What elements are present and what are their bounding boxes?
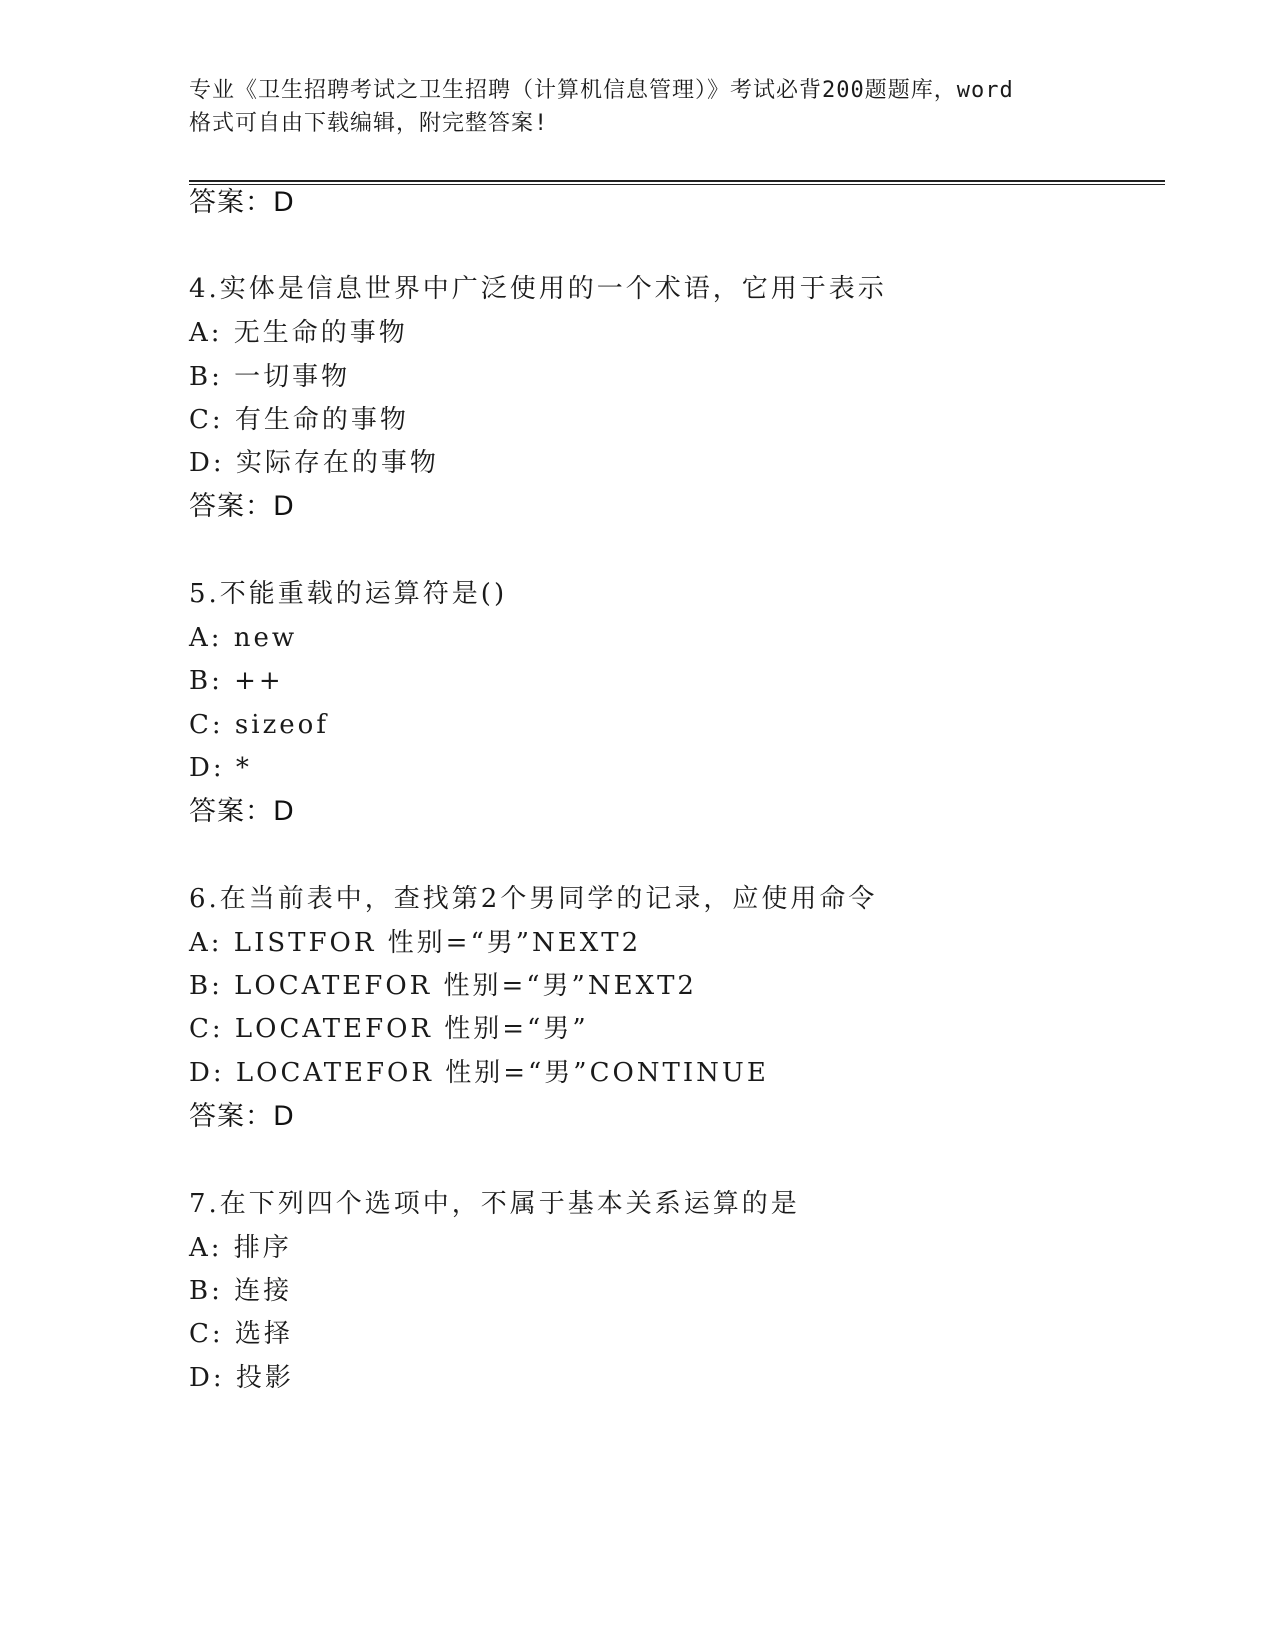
answer-label: 答案：D [189,796,295,827]
answer-label: 答案：D [189,1101,295,1132]
option-a: A: 排序 [189,1233,292,1263]
document-header [189,74,1089,140]
option-c: C: LOCATEFOR 性别=“男” [189,1014,589,1044]
option-b: B: LOCATEFOR 性别=“男”NEXT2 [189,971,697,1001]
option-b: B: 连接 [189,1276,293,1306]
answer-label: 答案：D [189,491,295,522]
option-c: C: sizeof [189,710,329,740]
option-d: D: * [189,753,252,783]
option-c: C: 选择 [189,1319,293,1349]
option-a: A: new [189,623,298,653]
question-text: 7.在下列四个选项中，不属于基本关系运算的是 [189,1189,800,1219]
header-line-1: 专业《卫生招聘考试之卫生招聘（计算机信息管理）》考试必背200题题库，word [189,78,1014,103]
option-d: D: LOCATEFOR 性别=“男”CONTINUE [189,1058,769,1088]
answer-label: 答案：D [189,187,295,218]
header-line-2: 格式可自由下载编辑，附完整答案! [189,111,549,136]
option-b: B: 一切事物 [189,362,351,392]
question-text: 5.不能重载的运算符是() [189,579,508,609]
option-a: A: LISTFOR 性别=“男”NEXT2 [189,928,642,958]
question-text: 6.在当前表中，查找第2个男同学的记录，应使用命令 [189,884,878,914]
option-b: B: ++ [189,666,284,696]
question-text: 4.实体是信息世界中广泛使用的一个术语，它用于表示 [189,274,887,304]
option-a: A: 无生命的事物 [189,318,408,348]
option-c: C: 有生命的事物 [189,405,409,435]
option-d: D: 投影 [189,1363,294,1393]
option-d: D: 实际存在的事物 [189,448,439,478]
header-divider [189,180,1165,185]
